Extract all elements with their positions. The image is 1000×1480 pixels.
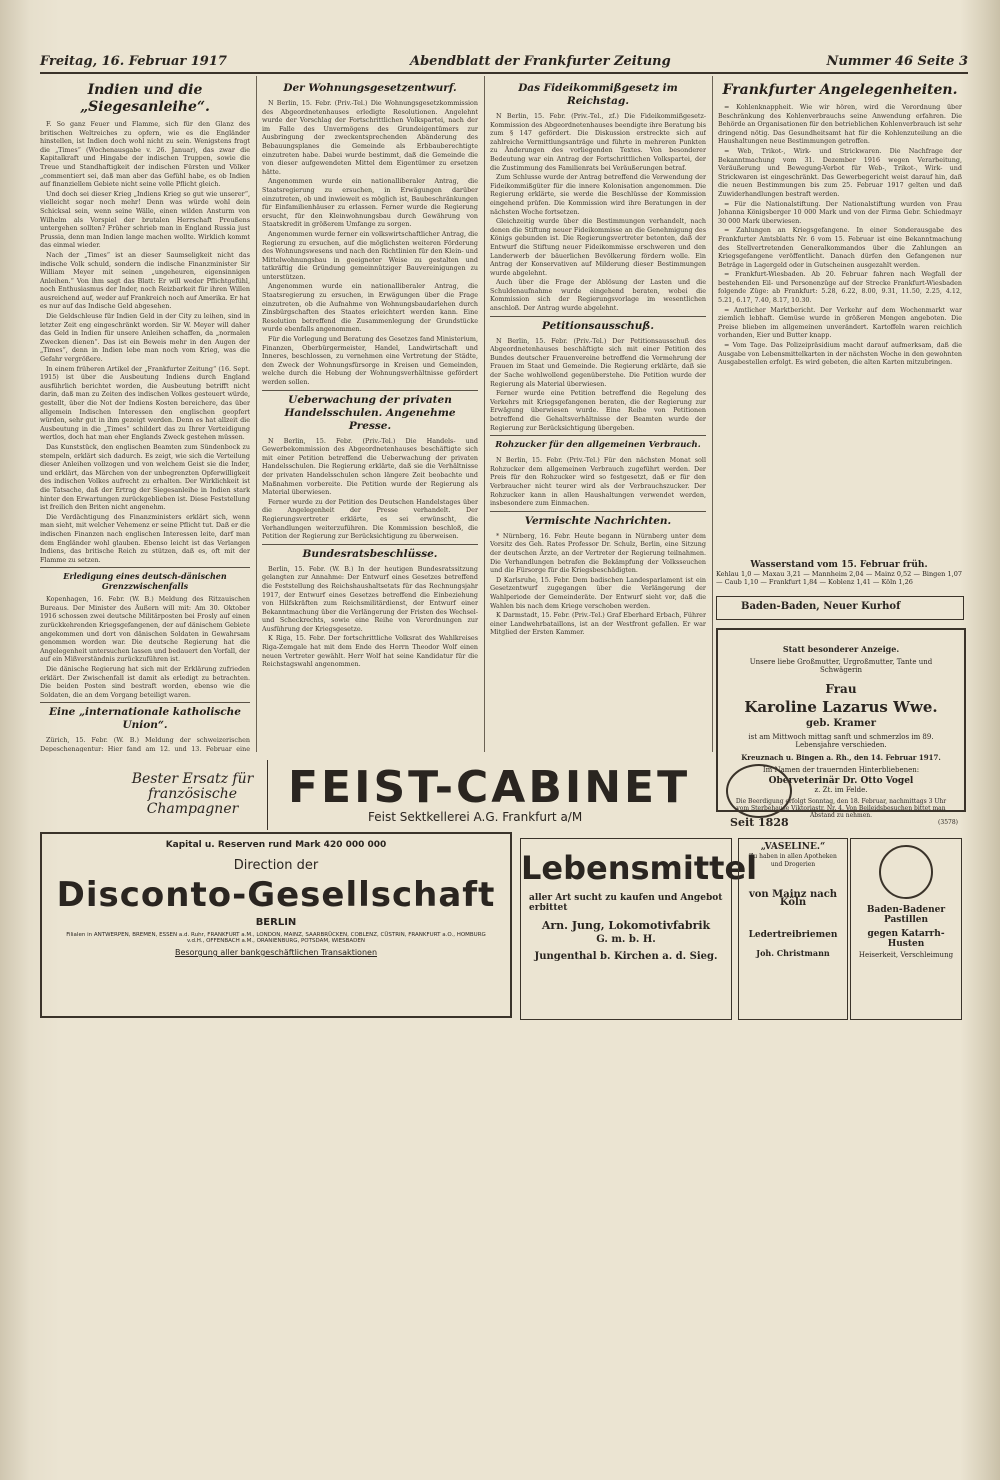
article-title: Indien und die „Siegesanleihe“. xyxy=(80,82,210,115)
baden-badener-ad xyxy=(850,838,962,1020)
feist-since: Seit 1828 xyxy=(730,816,789,829)
column-divider xyxy=(484,76,485,752)
article-paragraph: N Berlin, 15. Febr. (Priv.-Tel.) Der Petitionsausschuß des Abgeordnetenhauses beschäftigte sich mit einer Petition des Bundes deutscher Frauenvereine betreffend die Vermehrung der Frauen im Staat und Gemeinde. Die Regierung erklärte, daß sie der Sache wohlwollend gegenüberstehe. Die Petition wurde der Regierung als Material überwiesen. xyxy=(490,336,706,388)
article-paragraph: Ferner wurde eine Petition betreffend die Regelung des Verkehrs mit Kriegsgefangenen beraten, die der Regierung zur Erwägung überwiesen wurde. Eine Reihe von Petitionen betreffend die Gehaltsverhältnisse der Beamten wurde der Regierung zur Berücksichtigung übergeben. xyxy=(490,389,706,432)
rule xyxy=(40,702,250,703)
feist-seal-icon xyxy=(726,764,792,818)
article-title: Frankfurter Angelegenheiten. xyxy=(722,82,958,98)
header-masthead: Abendblatt der Frankfurter Zeitung xyxy=(410,54,671,69)
article-paragraph: Ferner wurde zu der Petition des Deutschen Handelstages über die Angelegenheit der Presse verhandelt. Der Regierungsvertreter erklärte, es sei erwünscht, die Verhandlungen weiterzuführen. Die Kommission beschloß, die Petition der Regierung zur Berücksichtigung zu überweisen. xyxy=(262,497,478,541)
rule xyxy=(262,390,478,391)
obit-text: ist am Mittwoch mittag sanft und schmerzlos im 89. Lebensjahre verschieden. xyxy=(748,733,934,749)
article-title: Ueberwachung der privaten Handelsschulen. Angenehme Presse. xyxy=(284,393,456,432)
article-paragraph: Die dänische Regierung hat sich mit der Erklärung zufrieden erklärt. Der Zwischenfall ist damit als erledigt zu betrachten. Die beiden Posten sind bestraft worden, ebenso wie die Soldaten, die an dem Vorgang beteiligt waren. xyxy=(40,665,250,699)
water-level-text: Kehlau 1,0 — Maxau 3,21 — Mannheim 2,04 — Mainz 0,52 — Bingen 1,07 — Caub 1,10 — Frankfurt 1,84 — Koblenz 1,41 — Köln 1,26 xyxy=(716,570,962,586)
article-paragraph: = Für die Nationalstiftung. Der Nationalstiftung wurden von Frau Johanna Königsberger 10 000 Mark und von der Firma Gebr. Schiedmayr 30 000 Mark überwiesen. xyxy=(718,199,962,225)
article-title: Der Wohnungsgesetzentwurf. xyxy=(283,82,457,94)
article-paragraph: Nach der „Times“ ist an dieser Saumseligkeit nicht das indische Volk schuld, sondern die indische Finanzminister Sir William Meyer mit seinen „ungeheuren, eigensinnigen Anleihen.“ Von ihm sagt das Blatt: Er will weder Pflichtgefühl, noch Enthusiasmus der Inder, noch Reizbarkeit für ihren Willen ausreichend auf, weder auf Frankreich noch auf Amerika. Er hat es nur auf das Indische Geld abgesehen. xyxy=(40,250,250,311)
article-title: Bundesratsbeschlüsse. xyxy=(302,547,438,560)
article-title: Eine „internationale katholische Union“. xyxy=(49,706,241,732)
column-divider xyxy=(256,76,257,752)
obit-burial: Die Beerdigung erfolgt Sonntag, den 18. Februar, nachmittags 3 Uhr vom Sterbehause Viktoriastr. Nr. 4. Von Beileidsbesuchen bittet man Abstand zu nehmen. xyxy=(735,798,947,819)
header-date: Freitag, 16. Februar 1917 xyxy=(40,54,227,69)
rule xyxy=(490,316,706,317)
article-paragraph: Für die Vorlegung und Beratung des Gesetzes fand Ministerium, Finanzen, Oberbürgermeister, Handel, Landwirtschaft und Inneres, beschlossen, zu vernehmen eine Vertretung der Städte, den Zweck der Wohnungsfürsorge in Kreisen und Gemeinden, welche durch die Hebung der Wohnungsverhältnisse gefördert werden sollen. xyxy=(262,335,478,386)
column-4 xyxy=(718,80,962,556)
vaseline-title: „VASELINE.“ xyxy=(760,842,826,852)
article-title: Petitionsausschuß. xyxy=(541,319,655,332)
disconto-capital: Kapital u. Reserven rund Mark 420 000 000 xyxy=(165,840,387,850)
page-header xyxy=(40,52,968,74)
disconto-direction: Direction der xyxy=(233,858,319,873)
article-paragraph: Zürich, 15. Febr. (W. B.) Meldung der schweizerischen Depeschenagentur: Hier fand am 12. und 13. Februar eine xyxy=(40,736,250,752)
leb-title: Lebensmittel xyxy=(521,849,758,887)
rule xyxy=(490,511,706,512)
disconto-city: BERLIN xyxy=(255,917,297,928)
article-paragraph: N Berlin, 15. Febr. (Priv.-Tel.) Für den nächsten Monat soll Rohzucker dem allgemeinen Verbrauch zugeführt werden. Der Preis für den Rohzucker wird so festgesetzt, daß er für den Verbraucher nicht teurer wird als der Verbrauchszucker. Der Rohzucker kann in allen Haushaltungen verwendet werden, insbesondere zum Einmachen. xyxy=(490,456,706,508)
header-page-number: Nummer 46 Seite 3 xyxy=(826,54,968,69)
feist-brand: FEIST-CABINET xyxy=(288,762,691,813)
article-paragraph: K Riga, 15. Febr. Der fortschrittliche Volksrat des Wahlkreises Riga-Zemgale hat mit dem Ende des Herrn Theodor Wolf einen neuen Vertreter gewählt. Herr Wolf hat seine Kandidatur für die Reichstagswahl angenommen. xyxy=(262,634,478,669)
article-paragraph: D Karlsruhe, 15. Febr. Dem badischen Landesparlament ist ein Gesetzentwurf zugegangen über die Verlängerung der Wahlperiode der Gemeinderäte. Der Entwurf sieht vor, daß die Wahlen bis nach dem Kriege verschoben werden. xyxy=(490,575,706,610)
article-paragraph: Gleichzeitig wurde über die Bestimmungen verhandelt, nach denen die Stiftung neuer Fideikommisse an die Genehmigung des Königs gebunden ist. Die Regierungsvertreter betonten, daß der Entwurf die Stiftung neuer Fideikommisse erschweren und den Landerwerb der bäuerlichen Bevölkerung fördern wolle. Ein Antrag der Konservativen auf Milderung dieser Bestimmungen wurde abgelehnt. xyxy=(490,217,706,277)
article-paragraph: Kopenhagen, 16. Febr. (W. B.) Meldung des Ritzauischen Bureaus. Der Minister des Äußern will mit: Am 30. Oktober 1916 schossen zwei deutsche Militärposten bei Frosly auf einen zurückkehrenden Kriegsgefangenen, der auf dänischem Gebiete angekommen und dort von dänischen Soldaten in Gewahrsam genommen worden war. Die deutsche Regierung hat die Angelegenheit untersuchen lassen und bedauert den Vorfall, der auf ein Mißverständnis zurückzuführen ist. xyxy=(40,595,250,664)
disconto-name: Disconto-Gesellschaft xyxy=(56,875,496,915)
rule xyxy=(490,435,706,436)
obit-kicker: Statt besonderer Anzeige. xyxy=(782,644,900,654)
bb-title: Baden-Badener Pastillen xyxy=(866,905,946,925)
vaseline-route: von Mainz nach Köln xyxy=(748,889,838,908)
article-paragraph: = Amtlicher Marktbericht. Der Verkehr auf dem Wochenmarkt war ziemlich lebhaft. Gemüse wurde in größeren Mengen angeboten. Die Preise blieben im allgemeinen unverändert. Kartoffeln waren reichlich vorhanden, Eier und Butter knapp. xyxy=(718,305,962,340)
article-paragraph: F. So ganz Feuer und Flamme, sich für den Glanz des britischen Weltreiches zu opfern, wie es die Engländer hinstellen, ist Indien doch wohl nicht zu sein. Wenigstens fragt die „Times“ (Wochenausgabe v. 26. Januar), das zwar die Kapitalkraft und Hingabe der indischen Truppen, sowie die Treue und Standhaftigkeit der indischen Fürsten und Völker „commentiert sei, daß man aber das Gefühl habe, es ob Indien auf finanziellem Gebiete nicht seine volle Pflicht gleich. xyxy=(40,120,250,189)
article-paragraph: Das Kunststück, den englischen Beamten zum Sündenbock zu stempeln, erklärt sich dadurch. Es zeigt, wie sich die Verteilung dieser Anleihen vollzogen und von welchem Geist sie die Inder, und erklärt, das Märchen von der unbegrenzten Opferwilligkeit des indischen Volkes aufrecht zu erhalten. Der Wirklichkeit ist die Tatsache, daß der Ertrag der Siegesanleihe in Indien stark hinter den Erwartungen zurückgeblieben ist. Diese Feststellung ist freilich den Briten nicht angenehm. xyxy=(40,442,250,512)
vaseline-ad xyxy=(738,838,848,1020)
feist-slogan: Bester Ersatz für französische Champagner xyxy=(118,760,268,830)
leb-firm: Arn. Jung, Lokomotivfabrik xyxy=(541,919,711,932)
vaseline-text: Zu haben in allen Apotheken und Drogerien xyxy=(749,853,837,868)
leb-address: Jungenthal b. Kirchen a. d. Sieg. xyxy=(534,951,718,962)
article-paragraph: Die Verdächtigung des Finanzministers erklärt sich, wenn man sieht, mit welcher Vehemenz er seine Pflicht tut. Daß er die indischen Finanzen nach englischen Interessen leite, darf man dem Engländer wohl glauben. Ebenso leicht ist das Verlangen Indiens, das britische Reich zu stützen, daß es, oft mit der Flamme zu setzen. xyxy=(40,512,250,564)
vaseline-leder: Ledertreibriemen xyxy=(748,930,838,940)
article-title: Das Fideikommißgesetz im Reichstag. xyxy=(518,82,678,107)
obit-place: Kreuznach u. Bingen a. Rh., den 14. Februar 1917. xyxy=(741,753,941,762)
article-title: Vermischte Nachrichten. xyxy=(524,514,672,527)
disconto-services: Besorgung aller bankgeschäftlichen Transaktionen xyxy=(174,948,378,957)
obit-mourners: Im Namen der trauernden Hinterbliebenen: xyxy=(762,766,920,774)
article-paragraph: = Kohlenknappheit. Wie wir hören, wird die Verordnung über Beschränkung des Kohlenverbrauchs seine Anwendung erfahren. Die Behörde an Organisationen für den betrieblichen Kohlenverbrauch ist sehr dringend nötig. Das Gesundheitsamt hat für die Kohlenzuteilung an die Haushaltungen neue Bestimmungen getroffen. xyxy=(718,103,962,146)
feist-subtitle: Feist Sektkellerei A.G. Frankfurt a/M xyxy=(368,810,583,824)
article-paragraph: = Web, Trikot-, Wirk- und Strickwaren. Die Nachfrage der Bekanntmachung vom 31. Dezember 1916 wegen Verarbeitung, Veräußerung und Bewegung-Verbot für Web-, Trikot-, Wirk- und Strickwaren ist eingeschränkt. Das Gewerbegericht weist darauf hin, daß die neuen Bestimmungen bis zum 25. Februar 1917 gelten und daß Zuwiderhandlungen bestraft werden. xyxy=(718,146,962,198)
leb-firm2: G. m. b. H. xyxy=(596,934,656,945)
obit-born: geb. Kramer xyxy=(806,718,876,729)
article-paragraph: Auch über die Frage der Ablösung der Lasten und die Schuldenaufnahme wurde eingehend beraten, wobei die Kommission sich der Regierungsvorlage im wesentlichen anschloß. Der Antrag wurde abgelehnt. xyxy=(490,278,706,313)
article-paragraph: N Berlin, 15. Febr. (Priv.-Tel.) Die Wohnungsgesetzkommission des Abgeordnetenhauses erledigte Resolutionen. Angelehnt wurde der Vorschlag der Fortschrittlichen Volkspartei, nach der im Falle des Unvermögens des Grundeigentümers zur Ausbringung der zweckentsprechenden Abänderung des Bebauungsplanes die Gemeinde als Erbbauberechtigte einzutreten habe. Dabei wurde bestimmt, daß die Gemeinde die von dieser aufgewendeten Mittel dem Eigentümer zu ersetzen hätte. xyxy=(262,99,478,176)
rule xyxy=(262,544,478,545)
water-level-title: Wasserstand vom 15. Februar früh. xyxy=(750,560,928,570)
article-paragraph: K Darmstadt, 15. Febr. (Priv.-Tel.) Graf Eberhard Erbach, Führer einer Landwehrbataillons, ist an der Westfront gefallen. Er war Mitglied der Ersten Kammer. xyxy=(490,611,706,637)
article-paragraph: In einem früheren Artikel der „Frankfurter Zeitung“ (16. Sept. 1915) ist über die Ausbeutung Indiens durch England ausführlich berichtet worden, die Ausbeutung betrifft nicht darin, daß man zu Zeiten des indischen Volkes gesteuert würde, gestellt, über die Not der Indiens Kosten bereichere, das über allgemein Indischen Interessen den englischen geopfert würden, sehr gut in ihm gezeigt werden. Denn es hat allzeit die Ausbeutung in die „Times“ schildert das zu Ihrer Verteidigung wertlos, doch hat man eher Englands Zweck gestehen müssen. xyxy=(40,364,250,442)
article-paragraph: Zum Schlusse wurde der Antrag betreffend die Verwendung der Fideikommißgüter für die innere Kolonisation angenommen. Die Regierung erklärte, sie werde die Beschlüsse der Kommission eingehend prüfen. Die Kommission wird ihre Beratungen in der nächsten Woche fortsetzen. xyxy=(490,173,706,216)
bb-seal-icon xyxy=(879,845,933,899)
obit-signer-note: z. Zt. im Felde. xyxy=(814,786,868,794)
water-level-box xyxy=(716,560,962,594)
disconto-ad xyxy=(40,832,512,1018)
bb-subtitle: gegen Katarrh-Husten xyxy=(867,929,945,949)
feist-cabinet-ad xyxy=(118,760,858,830)
article-paragraph: * Nürnberg, 16. Febr. Heute begann in Nürnberg unter dem Vorsitz des Geh. Rates Professor Dr. Schulz, Berlin, eine Sitzung der deutschen Ärzte, an der Vertreter der Regierung teilnahmen. Die Verhandlungen betrafen die Bekämpfung der Volksseuchen und die Fürsorge für die Kriegsbeschädigten. xyxy=(490,531,706,575)
obit-intro: Unsere liebe Großmutter, Urgroßmutter, Tante und Schwägerin xyxy=(749,658,933,674)
article-paragraph: Die Geldschleuse für Indien Geld in der City zu leihen, sind in letzter Zeit eng eingeschränkt worden. Sir W. Meyer will daher das Geld in Indien für unsere Anleihen schaffen, da „normalen Zwecken dienen“. Das ist ein Beweis mehr in den Augen der „Times“, denn in Indien lebe man noch vom Krieg, was die Gefahr vergrößere. xyxy=(40,312,250,364)
article-paragraph: N Berlin, 15. Febr. (Priv.-Tel.) Die Handels- und Gewerbekommission des Abgeordnetenhauses beschäftigte sich mit einer Petition betreffend die Ueberwachung der privaten Handelsschulen. Die Regierung erklärte, daß sie die Verhältnisse der privaten Handelsschulen schon längere Zeit beobachte und Maßnahmen vorbereite. Die Petition wurde der Regierung als Material überwiesen. xyxy=(262,436,478,497)
article-title: Rohzucker für den allgemeinen Verbrauch. xyxy=(495,440,701,451)
kurhof-ad xyxy=(716,596,964,620)
article-title: Erledigung eines deutsch-dänischen Grenzzwischenfalls xyxy=(63,571,227,592)
column-divider xyxy=(712,76,713,752)
column-3 xyxy=(490,80,706,752)
article-paragraph: = Vom Tage. Das Polizeipräsidium macht darauf aufmerksam, daß die Ausgabe von Lebensmittelkarten in der nächsten Woche in den gewohnten Ausgabestellen erfolgt. Es wird gebeten, die alten Karten mitzubringen. xyxy=(718,341,962,367)
lebensmittel-ad xyxy=(520,838,758,1020)
obit-name: Karoline Lazarus Wwe. xyxy=(744,698,938,716)
obit-code: (3578) xyxy=(938,819,958,826)
article-paragraph: Angenommen wurde ein nationalliberaler Antrag, die Staatsregierung zu ersuchen, in Erwägungen darüber einzutreten, ob und inwieweit es möglich ist, Baubeschränkungen für Einfamilienhäuser zu erlassen. Ferner wurde die Regierung ersucht, für den Kleinwohnungsbau durch Gewährung von Staatskredit in größerem Umfange zu sorgen. xyxy=(262,177,478,229)
obit-signer: Oberveterinär Dr. Otto Vogel xyxy=(768,776,914,786)
rule xyxy=(40,567,250,568)
obit-frau: Frau xyxy=(825,682,857,696)
disconto-branches: Filialen in ANTWERPEN, BREMEN, ESSEN a.d. Ruhr, FRANKFURT a.M., LONDON, MAINZ, SAARBRÜCKEN, COBLENZ, CÜSTRIN, FRANKFURT a.O., HOMBURG v.d.H., OFFENBACH a.M., ORANIENBURG, POTSDAM, WIESBADEN xyxy=(66,932,486,944)
article-paragraph: Angenommen wurde ferner ein volkswirtschaftlicher Antrag, die Regierung zu ersuchen, auf die möglichsten weiteren Förderung des Wohnungswesens und nach den Richtlinien für den Klein- und Mittelwohnungsbau in geeigneter Weise zu gestalten und tatkräftig die Gründung gemeinnütziger Bauvereinigungen zu unterstützen. xyxy=(262,229,478,281)
column-1 xyxy=(40,80,250,752)
article-paragraph: = Frankfurt-Wiesbaden. Ab 20. Februar fahren nach Wegfall der bestehenden Eil- und Personenzüge auf der Strecke Frankfurt-Wiesbaden folgende Züge: ab Frankfurt: 5.28, 6.22, 8.00, 9.31, 11.50, 2.25, 4.12, 5.21, 6.17, 7.40, 8.17, 10.30. xyxy=(718,270,962,305)
vaseline-fabrik: Joh. Christmann xyxy=(756,948,830,958)
column-2 xyxy=(262,80,478,752)
article-paragraph: Und doch sei dieser Krieg „Indiens Krieg so gut wie unserer“, vielleicht sogar noch mehr! Denn was würde wohl dein Schicksal sein, wenn seine Wälle, einen wilden Ansturm von Wilhelm als Vorspiel der brutalen Herrschaft Preußens untergehen sollten? Früher schrieb man in England Russia just Prussia, denn man Indien lange machen wollte. Wirklich kommt das einmal wieder. xyxy=(40,189,250,250)
article-paragraph: = Zahlungen an Kriegsgefangene. In einer Sonderausgabe des Frankfurter Amtsblatts Nr. 6 vom 15. Februar ist eine Bekanntmachung des Stellvertretenden Generalkommandos über die Zahlungen an Kriegsgefangene veröffentlicht. Danach dürfen den Gefangenen nur Beträge in Lagergeld oder in Gutscheinen ausgezahlt werden. xyxy=(718,226,962,269)
article-paragraph: N Berlin, 15. Febr. (Priv.-Tel., zf.) Die Fideikommißgesetz-Kommission des Abgeordnetenhauses beendigte ihre Beratung bis zum § 147 gefördert. Die Diskussion erstreckte sich auf zahlreiche Vermittlungsanträge und führte in mehreren Punkten zu Änderungen des vorliegenden Textes. Von besonderer Bedeutung war ein Antrag der Fortschrittlichen Volkspartei, der die Zustimmung des Familienrats bei Veräußerungen betraf. xyxy=(490,112,706,172)
bb-subtitle2: Heiserkeit, Verschleimung xyxy=(858,951,954,959)
kurhof-title: Baden-Baden, Neuer Kurhof xyxy=(741,601,901,612)
article-paragraph: Berlin, 15. Febr. (W. B.) In der heutigen Bundesratssitzung gelangten zur Annahme: Der Entwurf eines Gesetzes betreffend die Feststellung des Reichshaushaltsetats für das Rechnungsjahr 1917, der Entwurf eines Gesetzes betreffend die Einbeziehung von Hilfskräften zum Reichsmilitärdienst, der Entwurf einer Bekanntmachung über die Verlängerung der Fristen des Wechsel- und Scheckrechts, sowie eine Reihe von Verordnungen zur Ausführung der Kriegsgesetze. xyxy=(262,564,478,633)
article-paragraph: Angenommen wurde ein nationalliberaler Antrag, die Staatsregierung zu ersuchen, in Erwägungen über die Frage einzutreten, ob die Aufnahme von Wohnungsbaudarlehen durch Zinsbürgschaften des Staates erleichtert werden kann. Eine Resolution betreffend die Zusammenlegung der Grundstücke wurde ebenfalls angenommen. xyxy=(262,282,478,334)
leb-line1: aller Art sucht zu kaufen und Angebot erbittet xyxy=(529,893,723,913)
